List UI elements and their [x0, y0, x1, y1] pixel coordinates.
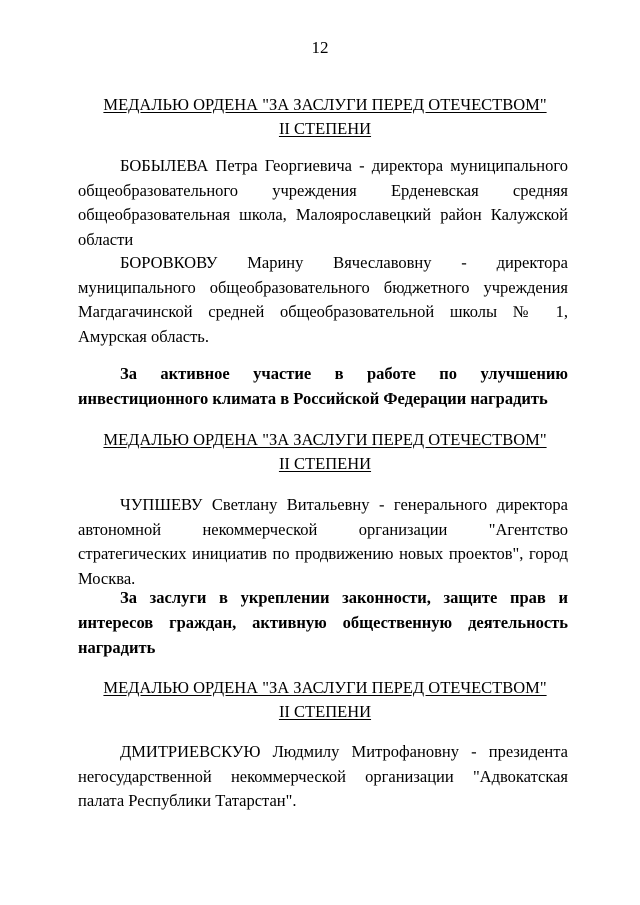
award-preamble: За активное участие в работе по улучшению инвестиционного климата в Российской Федерации наградить — [78, 364, 568, 408]
award-heading-line2: II СТЕПЕНИ — [278, 119, 372, 138]
award-preamble: За заслуги в укреплении законности, защите прав и интересов граждан, активную общественную деятельность наградить — [78, 588, 568, 657]
award-heading-line2: II СТЕПЕНИ — [278, 702, 372, 721]
award-entry: БОБЫЛЕВА Петра Георгиевича - директора муниципального общеобразовательного учреждения Ерденевская средняя общеобразовательная школа, Малоярославецкий район Калужской области — [78, 156, 568, 249]
award-entry: БОРОВКОВУ Марину Вячеславовну - директора муниципального общеобразовательного бюджетного учреждения Магдагачинской средней общеобразовательной школы № 1, Амурская область. — [78, 253, 568, 346]
award-heading-line1: МЕДАЛЬЮ ОРДЕНА "ЗА ЗАСЛУГИ ПЕРЕД ОТЕЧЕСТВОМ" — [103, 678, 547, 697]
award-entry: ЧУПШЕВУ Светлану Витальевну - генерального директора автономной некоммерческой организации "Агентство стратегических инициатив по продвижению новых проектов", город Москва. — [78, 495, 568, 588]
award-entry: ДМИТРИЕВСКУЮ Людмилу Митрофановну - президента негосударственной некоммерческой организации "Адвокатская палата Республики Татарстан". — [78, 742, 568, 810]
award-heading-line1: МЕДАЛЬЮ ОРДЕНА "ЗА ЗАСЛУГИ ПЕРЕД ОТЕЧЕСТВОМ" — [103, 95, 547, 114]
award-heading — [60, 428, 590, 476]
award-heading — [60, 93, 590, 141]
award-heading-line2: II СТЕПЕНИ — [278, 454, 372, 473]
page-number: 12 — [311, 38, 329, 57]
award-heading-line1: МЕДАЛЬЮ ОРДЕНА "ЗА ЗАСЛУГИ ПЕРЕД ОТЕЧЕСТВОМ" — [103, 430, 547, 449]
award-heading — [60, 676, 590, 724]
